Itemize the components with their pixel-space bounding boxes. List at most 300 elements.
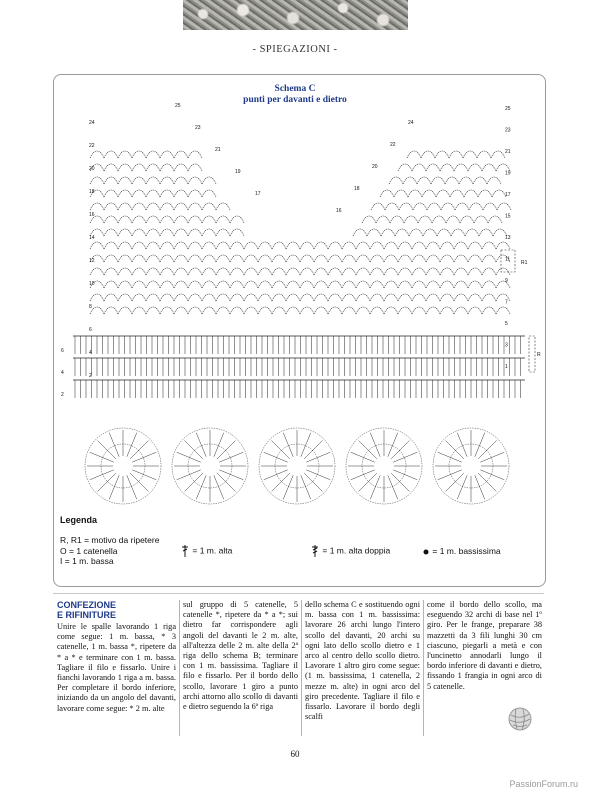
chain-arc (160, 151, 174, 158)
chain-arc (160, 203, 174, 210)
chain-arc (202, 229, 216, 236)
row-number-6: 6 (61, 348, 64, 354)
chain-arc (230, 307, 244, 314)
section-header: - SPIEGAZIONI - (252, 44, 338, 55)
flower-spoke (393, 452, 417, 462)
chain-arc (286, 255, 300, 262)
section-title: CONFEZIONE E RIFINITURE (57, 600, 117, 620)
chain-arc (188, 294, 202, 301)
chain-arc (188, 190, 202, 197)
chain-arc (174, 242, 188, 249)
row-number-top-right: 18 (354, 186, 360, 192)
chain-arc (146, 294, 160, 301)
chain-arc (454, 294, 468, 301)
chain-arc (132, 177, 146, 184)
chain-arc (160, 216, 174, 223)
chain-arc (398, 164, 412, 171)
chain-arc (464, 190, 478, 197)
chain-arc (431, 177, 445, 184)
flower-spoke (185, 441, 203, 459)
chain-arc (188, 177, 202, 184)
chain-arc (174, 268, 188, 275)
flower-spoke (217, 473, 235, 491)
chain-arc (328, 268, 342, 275)
divider (53, 593, 544, 594)
row-number-right: 23 (505, 127, 511, 134)
chain-arc (446, 216, 460, 223)
chain-arc (118, 177, 132, 184)
chain-arc (132, 229, 146, 236)
chain-arc (216, 229, 230, 236)
chain-arc (216, 307, 230, 314)
chain-arc (404, 216, 418, 223)
chain-arc (399, 203, 413, 210)
chain-arc (487, 177, 501, 184)
chain-arc (132, 151, 146, 158)
flower-spoke (391, 441, 409, 459)
flower-spoke (177, 452, 201, 462)
chain-arc (398, 294, 412, 301)
chain-arc (356, 255, 370, 262)
text-column-1 (57, 600, 179, 736)
chain-arc (174, 294, 188, 301)
chain-arc (216, 203, 230, 210)
flower-spoke (304, 441, 322, 459)
chain-arc (398, 255, 412, 262)
paragraph-4: come il bordo dello scollo, ma eseguendo 32 archi di base nel 1º giro. Per le frange, preparare 38 mazzetti da 3 fili lunghi 30 cm ciascuno, piegarli a metà e con l'uncinetto annodarli lungo il bordo inferiore di davanti e dietro, fissando 1 frangia in ogni arco di 5 catenelle. (427, 600, 542, 691)
chain-arc (300, 281, 314, 288)
instructions-columns (57, 600, 547, 736)
chain-arc (468, 164, 482, 171)
chain-arc (463, 151, 477, 158)
chain-arc (454, 164, 468, 171)
chain-arc (118, 190, 132, 197)
chain-arc (356, 268, 370, 275)
chain-arc (356, 294, 370, 301)
chain-arc (440, 255, 454, 262)
row-number-top-left: 23 (195, 125, 201, 131)
chain-arc (258, 242, 272, 249)
chain-arc (244, 281, 258, 288)
chain-arc (104, 294, 118, 301)
chain-arc (132, 307, 146, 314)
paragraph-3: dello schema C e sostituendo ogni m. bassa con 1 m. bassissima: lavorare 26 archi lungo l'intero scollo del davanti, 20 archi su ogni lato dello scollo dietro e 1 arco al centro dello scollo dietro. Lavorare 1 altro giro come segue: (1 m. bassissima, 1 catenella, 2 mezze m. alte) in ogni arco del giro precedente. Tagliare il filo e fissarlo. Lavorare il bordo degli scalfi (305, 600, 420, 722)
chain-arc (370, 281, 384, 288)
chain-arc (202, 203, 216, 210)
chain-arc (146, 255, 160, 262)
chain-arc (398, 307, 412, 314)
legend-alta: = 1 m. alta (180, 544, 232, 558)
chain-arc (286, 307, 300, 314)
row-number-top-left: 17 (255, 191, 261, 197)
legend-alta-doppia: = 1 m. alta doppia (310, 544, 390, 558)
chain-arc (174, 281, 188, 288)
chain-arc (380, 190, 394, 197)
flower-spoke (478, 473, 496, 491)
chain-arc (384, 294, 398, 301)
chain-arc (132, 190, 146, 197)
chain-arc (342, 242, 356, 249)
chain-arc (426, 164, 440, 171)
chain-arc (272, 294, 286, 301)
chain-arc (300, 294, 314, 301)
chain-arc (146, 281, 160, 288)
chain-arc (90, 268, 104, 275)
flower-spoke (370, 475, 380, 499)
flower-spoke (272, 441, 290, 459)
chain-arc (384, 255, 398, 262)
chain-arc (426, 307, 440, 314)
chain-arc (403, 177, 417, 184)
chain-arc (426, 255, 440, 262)
chain-arc (314, 294, 328, 301)
chain-arc (454, 281, 468, 288)
chain-arc (398, 242, 412, 249)
chain-arc (408, 190, 422, 197)
chain-arc (422, 190, 436, 197)
chain-arc (104, 268, 118, 275)
chain-arc (174, 307, 188, 314)
chain-arc (118, 294, 132, 301)
chain-arc (445, 177, 459, 184)
chain-arc (104, 216, 118, 223)
chain-arc (342, 294, 356, 301)
chain-arc (426, 281, 440, 288)
chain-arc (188, 242, 202, 249)
chain-arc (385, 203, 399, 210)
chain-arc (412, 164, 426, 171)
chain-arc (468, 281, 482, 288)
chain-arc (160, 307, 174, 314)
chain-arc (118, 307, 132, 314)
chain-arc (132, 294, 146, 301)
chain-arc (426, 294, 440, 301)
chain-arc (482, 307, 496, 314)
row-number-left: 10 (89, 281, 95, 287)
row-number-left: 14 (89, 235, 95, 241)
chain-arc (90, 177, 104, 184)
chain-arc (160, 268, 174, 275)
chain-arc (244, 255, 258, 262)
chain-arc (286, 294, 300, 301)
marker-r: R (537, 352, 541, 358)
chain-arc (146, 190, 160, 197)
chain-arc (160, 190, 174, 197)
catenella-symbol: O (60, 545, 67, 556)
chain-arc (398, 281, 412, 288)
schema-title: Schema C (274, 84, 316, 94)
row-number-left: 4 (89, 350, 92, 356)
chain-arc (437, 229, 451, 236)
crochet-chart (53, 74, 544, 514)
chain-arc (258, 281, 272, 288)
chain-arc (314, 268, 328, 275)
chain-arc (132, 164, 146, 171)
chain-arc (104, 281, 118, 288)
chain-arc (384, 268, 398, 275)
chain-arc (132, 203, 146, 210)
chain-arc (188, 229, 202, 236)
chain-arc (450, 190, 464, 197)
chain-arc (353, 229, 367, 236)
chain-arc (174, 190, 188, 197)
chain-arc (300, 255, 314, 262)
chain-arc (132, 281, 146, 288)
row-number-left: 18 (89, 189, 95, 195)
chain-arc (483, 203, 497, 210)
row-number-right: 1 (505, 364, 508, 370)
crochet-photo-strip (183, 0, 408, 30)
row-number-2: 2 (61, 392, 64, 398)
chain-arc (118, 255, 132, 262)
chain-arc (202, 177, 216, 184)
chain-arc (216, 294, 230, 301)
chain-arc (328, 242, 342, 249)
chain-arc (468, 242, 482, 249)
chain-arc (370, 255, 384, 262)
chain-arc (473, 177, 487, 184)
chain-arc (478, 190, 492, 197)
chain-arc (216, 216, 230, 223)
row-number-left: 16 (89, 212, 95, 218)
chain-arc (216, 281, 230, 288)
chain-arc (146, 177, 160, 184)
chain-arc (188, 216, 202, 223)
chain-arc (440, 242, 454, 249)
chain-arc (160, 229, 174, 236)
chain-arc (202, 216, 216, 223)
flower-spoke (359, 441, 377, 459)
chain-arc (465, 229, 479, 236)
chain-arc (202, 190, 216, 197)
chain-arc (482, 255, 496, 262)
chain-arc (356, 307, 370, 314)
row-number-top-right: 24 (408, 120, 414, 126)
chain-arc (132, 255, 146, 262)
flower-spoke (98, 473, 116, 491)
row-number-left: 2 (89, 373, 92, 379)
chain-arc (188, 164, 202, 171)
chain-arc (272, 268, 286, 275)
chain-arc (216, 268, 230, 275)
chain-arc (146, 242, 160, 249)
watermark: PassionForum.ru (509, 779, 578, 789)
chain-arc (174, 229, 188, 236)
chain-arc (118, 164, 132, 171)
chain-arc (188, 268, 202, 275)
chain-arc (118, 268, 132, 275)
chain-arc (230, 242, 244, 249)
chain-arc (356, 281, 370, 288)
row-number-right: 13 (505, 235, 511, 241)
chain-arc (454, 255, 468, 262)
chain-arc (496, 268, 510, 275)
row-number-4: 4 (61, 370, 64, 376)
flower-spoke (478, 441, 496, 459)
legend-bassissima: = 1 m. bassissima (422, 546, 501, 556)
chain-arc (216, 255, 230, 262)
chain-arc (174, 151, 188, 158)
chain-arc (482, 294, 496, 301)
flower-spoke (98, 441, 116, 459)
flower-spoke (351, 452, 375, 462)
flower-spoke (90, 452, 114, 462)
chain-arc (440, 268, 454, 275)
chain-arc (258, 294, 272, 301)
repeat-box-r (529, 336, 535, 372)
chain-arc (314, 307, 328, 314)
chain-arc (202, 268, 216, 275)
flower-spoke (304, 473, 322, 491)
flower-spoke (457, 475, 467, 499)
chain-arc (328, 307, 342, 314)
chain-arc (459, 177, 473, 184)
chain-arc (435, 151, 449, 158)
flower-spoke (185, 473, 203, 491)
chain-arc (454, 242, 468, 249)
row-number-left: 12 (89, 258, 95, 264)
chain-arc (160, 255, 174, 262)
chain-arc (272, 307, 286, 314)
chain-arc (460, 216, 474, 223)
chain-arc (423, 229, 437, 236)
row-number-right: 21 (505, 149, 511, 155)
chain-arc (488, 216, 502, 223)
chain-arc (427, 203, 441, 210)
row-number-top-left: 25 (175, 103, 181, 109)
chain-arc (174, 177, 188, 184)
chain-arc (286, 242, 300, 249)
chain-arc (118, 242, 132, 249)
chain-arc (497, 203, 511, 210)
chain-arc (440, 164, 454, 171)
chain-arc (146, 307, 160, 314)
chain-arc (314, 242, 328, 249)
chain-arc (412, 242, 426, 249)
chain-arc (342, 281, 356, 288)
alta-symbol-icon (180, 544, 190, 558)
chain-arc (230, 294, 244, 301)
chain-arc (412, 268, 426, 275)
chain-arc (496, 242, 510, 249)
yarn-ball-icon (507, 706, 533, 732)
chain-arc (454, 307, 468, 314)
row-number-right: 17 (505, 192, 511, 198)
chain-arc (90, 242, 104, 249)
chain-arc (328, 294, 342, 301)
alta-doppia-symbol-icon (310, 544, 320, 558)
paragraph-2: sul gruppo di 5 catenelle, 5 catenelle *, ripetere da * a *; sui dietro far corrispondere agli angoli del davanti le 2 m. alte, all'altezza delle 2 m. alte della 2ª riga dello schema B; terminare con 1 m. bassissima. Tagliare il filo e fissarlo. Per il bordo dello scollo, lavorare 1 giro a punto archi attorno allo scollo di davanti e dietro seguendo la 6ª riga (183, 600, 298, 712)
chain-arc (412, 307, 426, 314)
legend-r-r1: R, R1 = motivo da ripetere (60, 535, 160, 545)
chain-arc (477, 151, 491, 158)
chain-arc (342, 268, 356, 275)
chain-arc (230, 268, 244, 275)
chain-arc (451, 229, 465, 236)
chain-arc (479, 229, 493, 236)
chain-arc (440, 307, 454, 314)
chain-arc (300, 242, 314, 249)
chain-arc (160, 242, 174, 249)
chain-arc (174, 203, 188, 210)
chain-arc (146, 229, 160, 236)
chain-arc (104, 242, 118, 249)
chain-arc (90, 307, 104, 314)
chain-arc (421, 151, 435, 158)
chain-arc (417, 177, 431, 184)
flower-spoke (438, 452, 462, 462)
chain-arc (426, 242, 440, 249)
chain-arc (468, 307, 482, 314)
flower-spoke (446, 441, 464, 459)
chain-arc (398, 268, 412, 275)
chain-arc (395, 229, 409, 236)
chain-arc (188, 255, 202, 262)
flower-spoke (359, 473, 377, 491)
chain-arc (132, 242, 146, 249)
chain-arc (482, 281, 496, 288)
chain-arc (160, 281, 174, 288)
chain-arc (412, 281, 426, 288)
row-number-left: 6 (89, 327, 92, 333)
chain-arc (413, 203, 427, 210)
chain-arc (407, 151, 421, 158)
chain-arc (104, 229, 118, 236)
chain-arc (314, 281, 328, 288)
chain-arc (389, 177, 403, 184)
chain-arc (440, 294, 454, 301)
chain-arc (482, 164, 496, 171)
chain-arc (104, 151, 118, 158)
row-number-left: 24 (89, 120, 95, 126)
row-number-top-left: 19 (235, 169, 241, 175)
chain-arc (384, 281, 398, 288)
chain-arc (188, 307, 202, 314)
chain-arc (244, 294, 258, 301)
chain-arc (202, 242, 216, 249)
row-number-right: 19 (505, 170, 511, 177)
chain-arc (342, 255, 356, 262)
flower-spoke (130, 473, 148, 491)
paragraph-1: Unire le spalle lavorando 1 riga come segue: 1 m. bassa, * 3 catenelle, 1 m. bassa *, ripetere da * a * e terminare con 1 m. bassa. Tagliare il filo e fissarlo. Unire i fianchi lavorando 1 riga a m. bassa. Per completare il bordo inferiore, iniziando da un angolo del davanti, lavorare come segue: * 2 m. alte (57, 622, 176, 713)
chain-arc (188, 203, 202, 210)
chain-arc (146, 268, 160, 275)
flower-spoke (217, 441, 235, 459)
chain-arc (118, 203, 132, 210)
row-number-left: 22 (89, 143, 95, 149)
chain-arc (272, 242, 286, 249)
chain-arc (174, 255, 188, 262)
flower-spoke (264, 452, 288, 462)
chain-arc (432, 216, 446, 223)
row-number-right: 5 (505, 321, 508, 327)
chain-arc (272, 281, 286, 288)
chain-arc (90, 203, 104, 210)
page-number: 60 (290, 749, 300, 759)
flower-spoke (196, 475, 206, 499)
row-number-right: 25 (505, 106, 511, 112)
legend-list (60, 535, 159, 567)
row-number-top-right: 20 (372, 164, 378, 170)
chain-arc (449, 151, 463, 158)
flower-spoke (132, 452, 156, 462)
chain-arc (441, 203, 455, 210)
chain-arc (370, 294, 384, 301)
chain-arc (314, 255, 328, 262)
chain-arc (412, 294, 426, 301)
chain-arc (468, 294, 482, 301)
text-column-3 (301, 600, 423, 736)
